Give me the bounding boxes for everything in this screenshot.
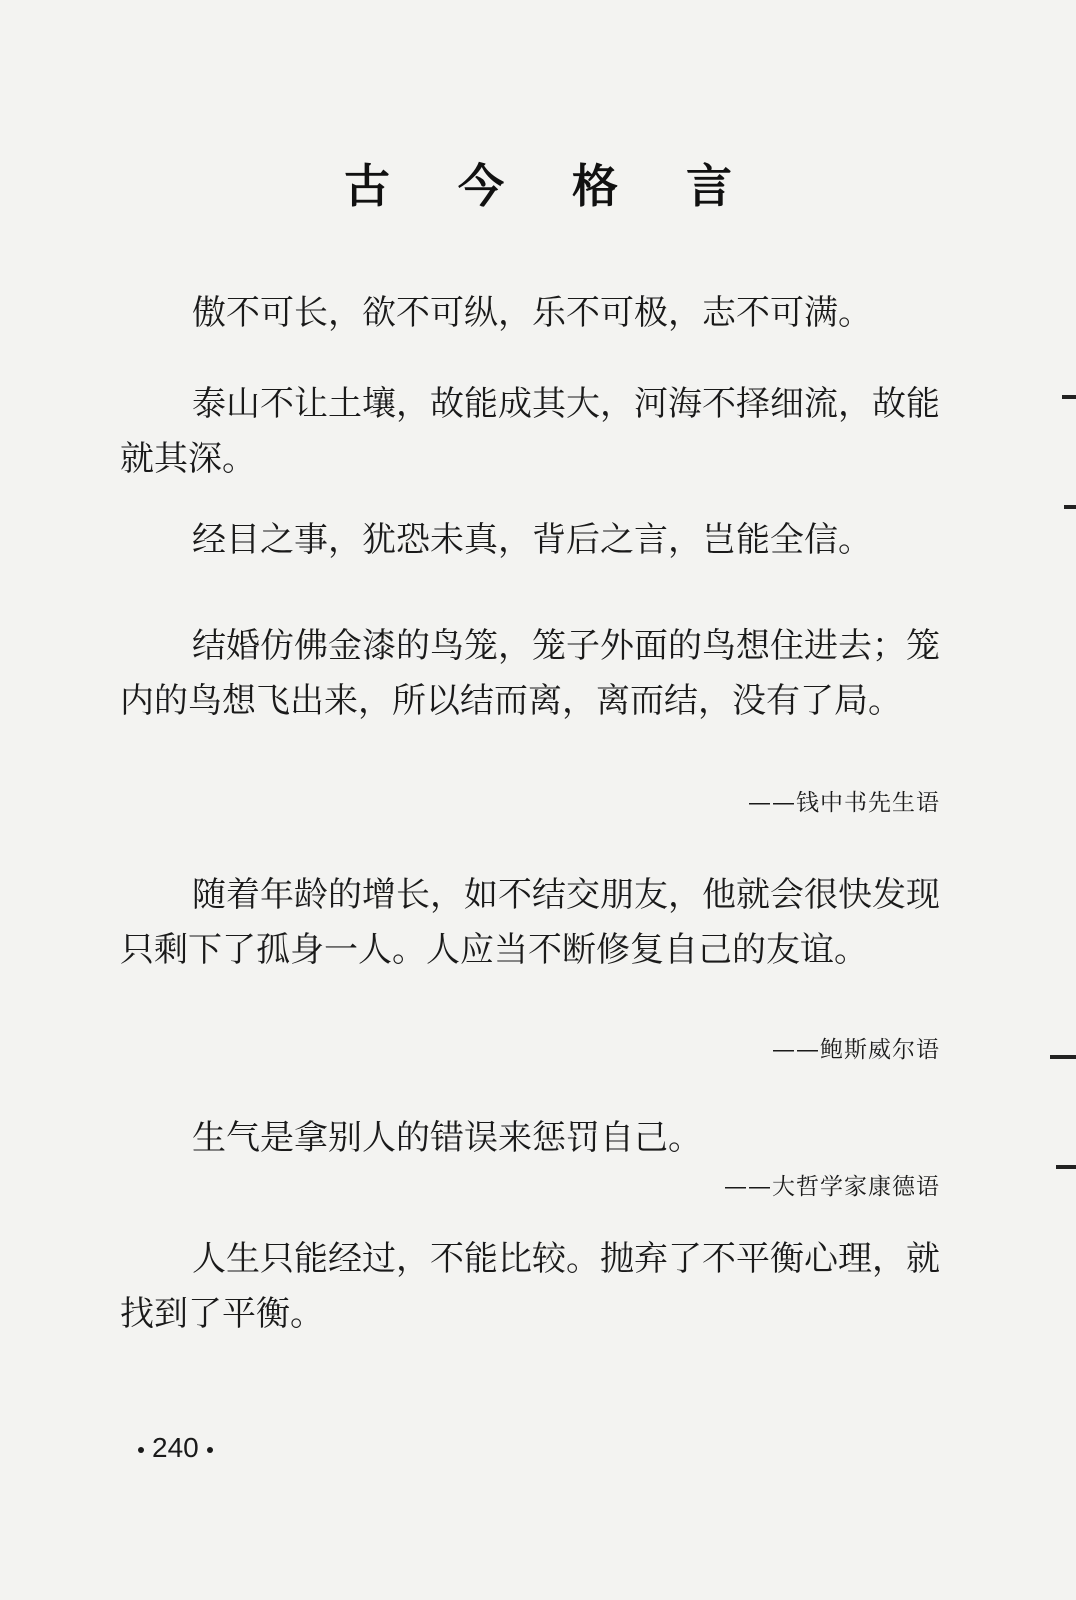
binding-mark [1056,1165,1076,1169]
binding-mark [1050,1055,1076,1059]
maxim-3: 经目之事，犹恐未真，背后之言，岂能全信。 [192,520,872,560]
binding-mark [1062,395,1076,399]
page-title: 古 今 格 言 [343,159,759,213]
maxim-4: 结婚仿佛金漆的鸟笼，笼子外面的鸟想住进去；笼内的鸟想飞出来，所以结而离，离而结，没有了局。 [120,626,940,721]
maxim-2: 泰山不让土壤，故能成其大，河海不择细流，故能就其深。 [120,384,940,479]
page-number-value: 240 [152,1432,199,1463]
maxim-7: 人生只能经过，不能比较。抛弃了不平衡心理，就找到了平衡。 [120,1239,940,1334]
page-number [130,1432,221,1464]
maxim-5-attribution: ——鲍斯威尔语 [772,1037,940,1063]
maxim-5: 随着年龄的增长，如不结交朋友，他就会很快发现只剩下了孤身一人。人应当不断修复自己的友谊。 [120,875,940,970]
maxim-1: 傲不可长，欲不可纵，乐不可极，志不可满。 [192,293,872,333]
page-number-dot-right [207,1447,213,1453]
binding-mark [1064,505,1076,509]
maxim-4-attribution: ——钱中书先生语 [748,790,940,816]
page-number-dot-left [138,1447,144,1453]
maxim-6-attribution: ——大哲学家康德语 [724,1174,940,1200]
maxim-6: 生气是拿别人的错误来惩罚自己。 [192,1118,702,1158]
